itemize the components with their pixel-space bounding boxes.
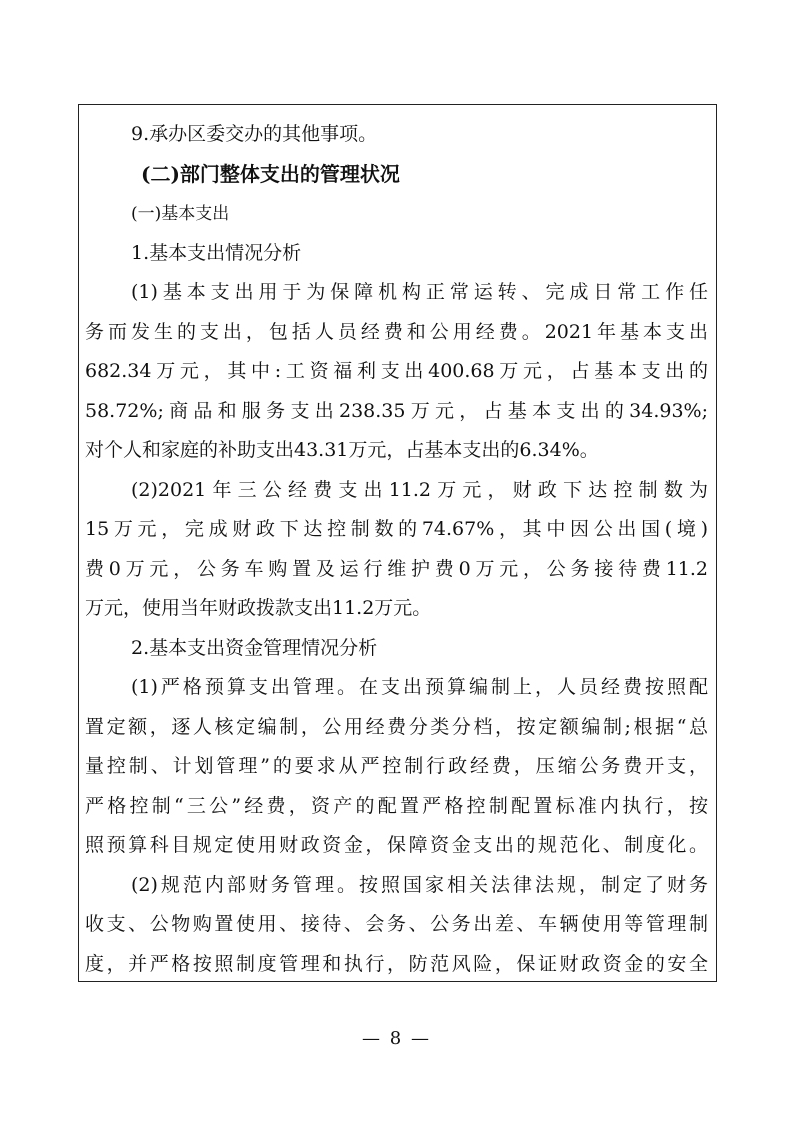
- paragraph-1-line-4: 58.72%;商品和服务支出238.35万元，占基本支出的34.93%;: [85, 400, 708, 422]
- section-heading: (二)部门整体支出的管理状况: [141, 162, 400, 186]
- paragraph-1-line-2: 务而发生的支出，包括人员经费和公用经费。2021年基本支出: [85, 321, 708, 343]
- paragraph-3-line-4: 严格控制“三公”经费，资产的配置严格控制配置标准内执行，按: [85, 795, 708, 817]
- paragraph-1-line-1: (1)基本支出用于为保障机构正常运转、完成日常工作任: [131, 281, 708, 303]
- paragraph-2-line-1: (2)2021年三公经费支出11.2万元，财政下达控制数为: [131, 479, 708, 501]
- document-frame: [78, 104, 717, 982]
- paragraph-3-line-2: 置定额，逐人核定编制，公用经费分类分档，按定额编制;根据“总: [85, 716, 708, 738]
- paragraph-2-line-3: 费0万元，公务车购置及运行维护费0万元，公务接待费11.2: [85, 558, 708, 580]
- paragraph-4-line-1: (2)规范内部财务管理。按照国家相关法律法规，制定了财务: [131, 874, 708, 896]
- item-9-line: 9.承办区委交办的其他事项。: [131, 123, 378, 145]
- page-number: — 8 —: [362, 1028, 431, 1049]
- subsection-basic-expenditure: (一)基本支出: [131, 204, 230, 224]
- paragraph-4-line-2: 收支、公物购置使用、接待、会务、公务出差、车辆使用等管理制: [85, 913, 708, 935]
- paragraph-3-line-3: 量控制、计划管理”的要求从严控制行政经费，压缩公务费开支，: [85, 755, 708, 777]
- paragraph-2-line-4: 万元，使用当年财政拨款支出11.2万元。: [85, 597, 432, 619]
- paragraph-2-line-2: 15万元，完成财政下达控制数的74.67%，其中因公出国(境): [85, 518, 708, 540]
- paragraph-1-line-5: 对个人和家庭的补助支出43.31万元，占基本支出的6.34%。: [85, 439, 599, 461]
- heading-2-fund-management: 2.基本支出资金管理情况分析: [131, 637, 378, 659]
- paragraph-3-line-5: 照预算科目规定使用财政资金，保障资金支出的规范化、制度化。: [85, 834, 708, 856]
- paragraph-1-line-3: 682.34万元，其中:工资福利支出400.68万元，占基本支出的: [85, 360, 708, 382]
- paragraph-4-line-3: 度，并严格按照制度管理和执行，防范风险，保证财政资金的安全: [85, 953, 708, 975]
- paragraph-3-line-1: (1)严格预算支出管理。在支出预算编制上，人员经费按照配: [131, 676, 708, 698]
- heading-1-analysis: 1.基本支出情况分析: [131, 242, 302, 264]
